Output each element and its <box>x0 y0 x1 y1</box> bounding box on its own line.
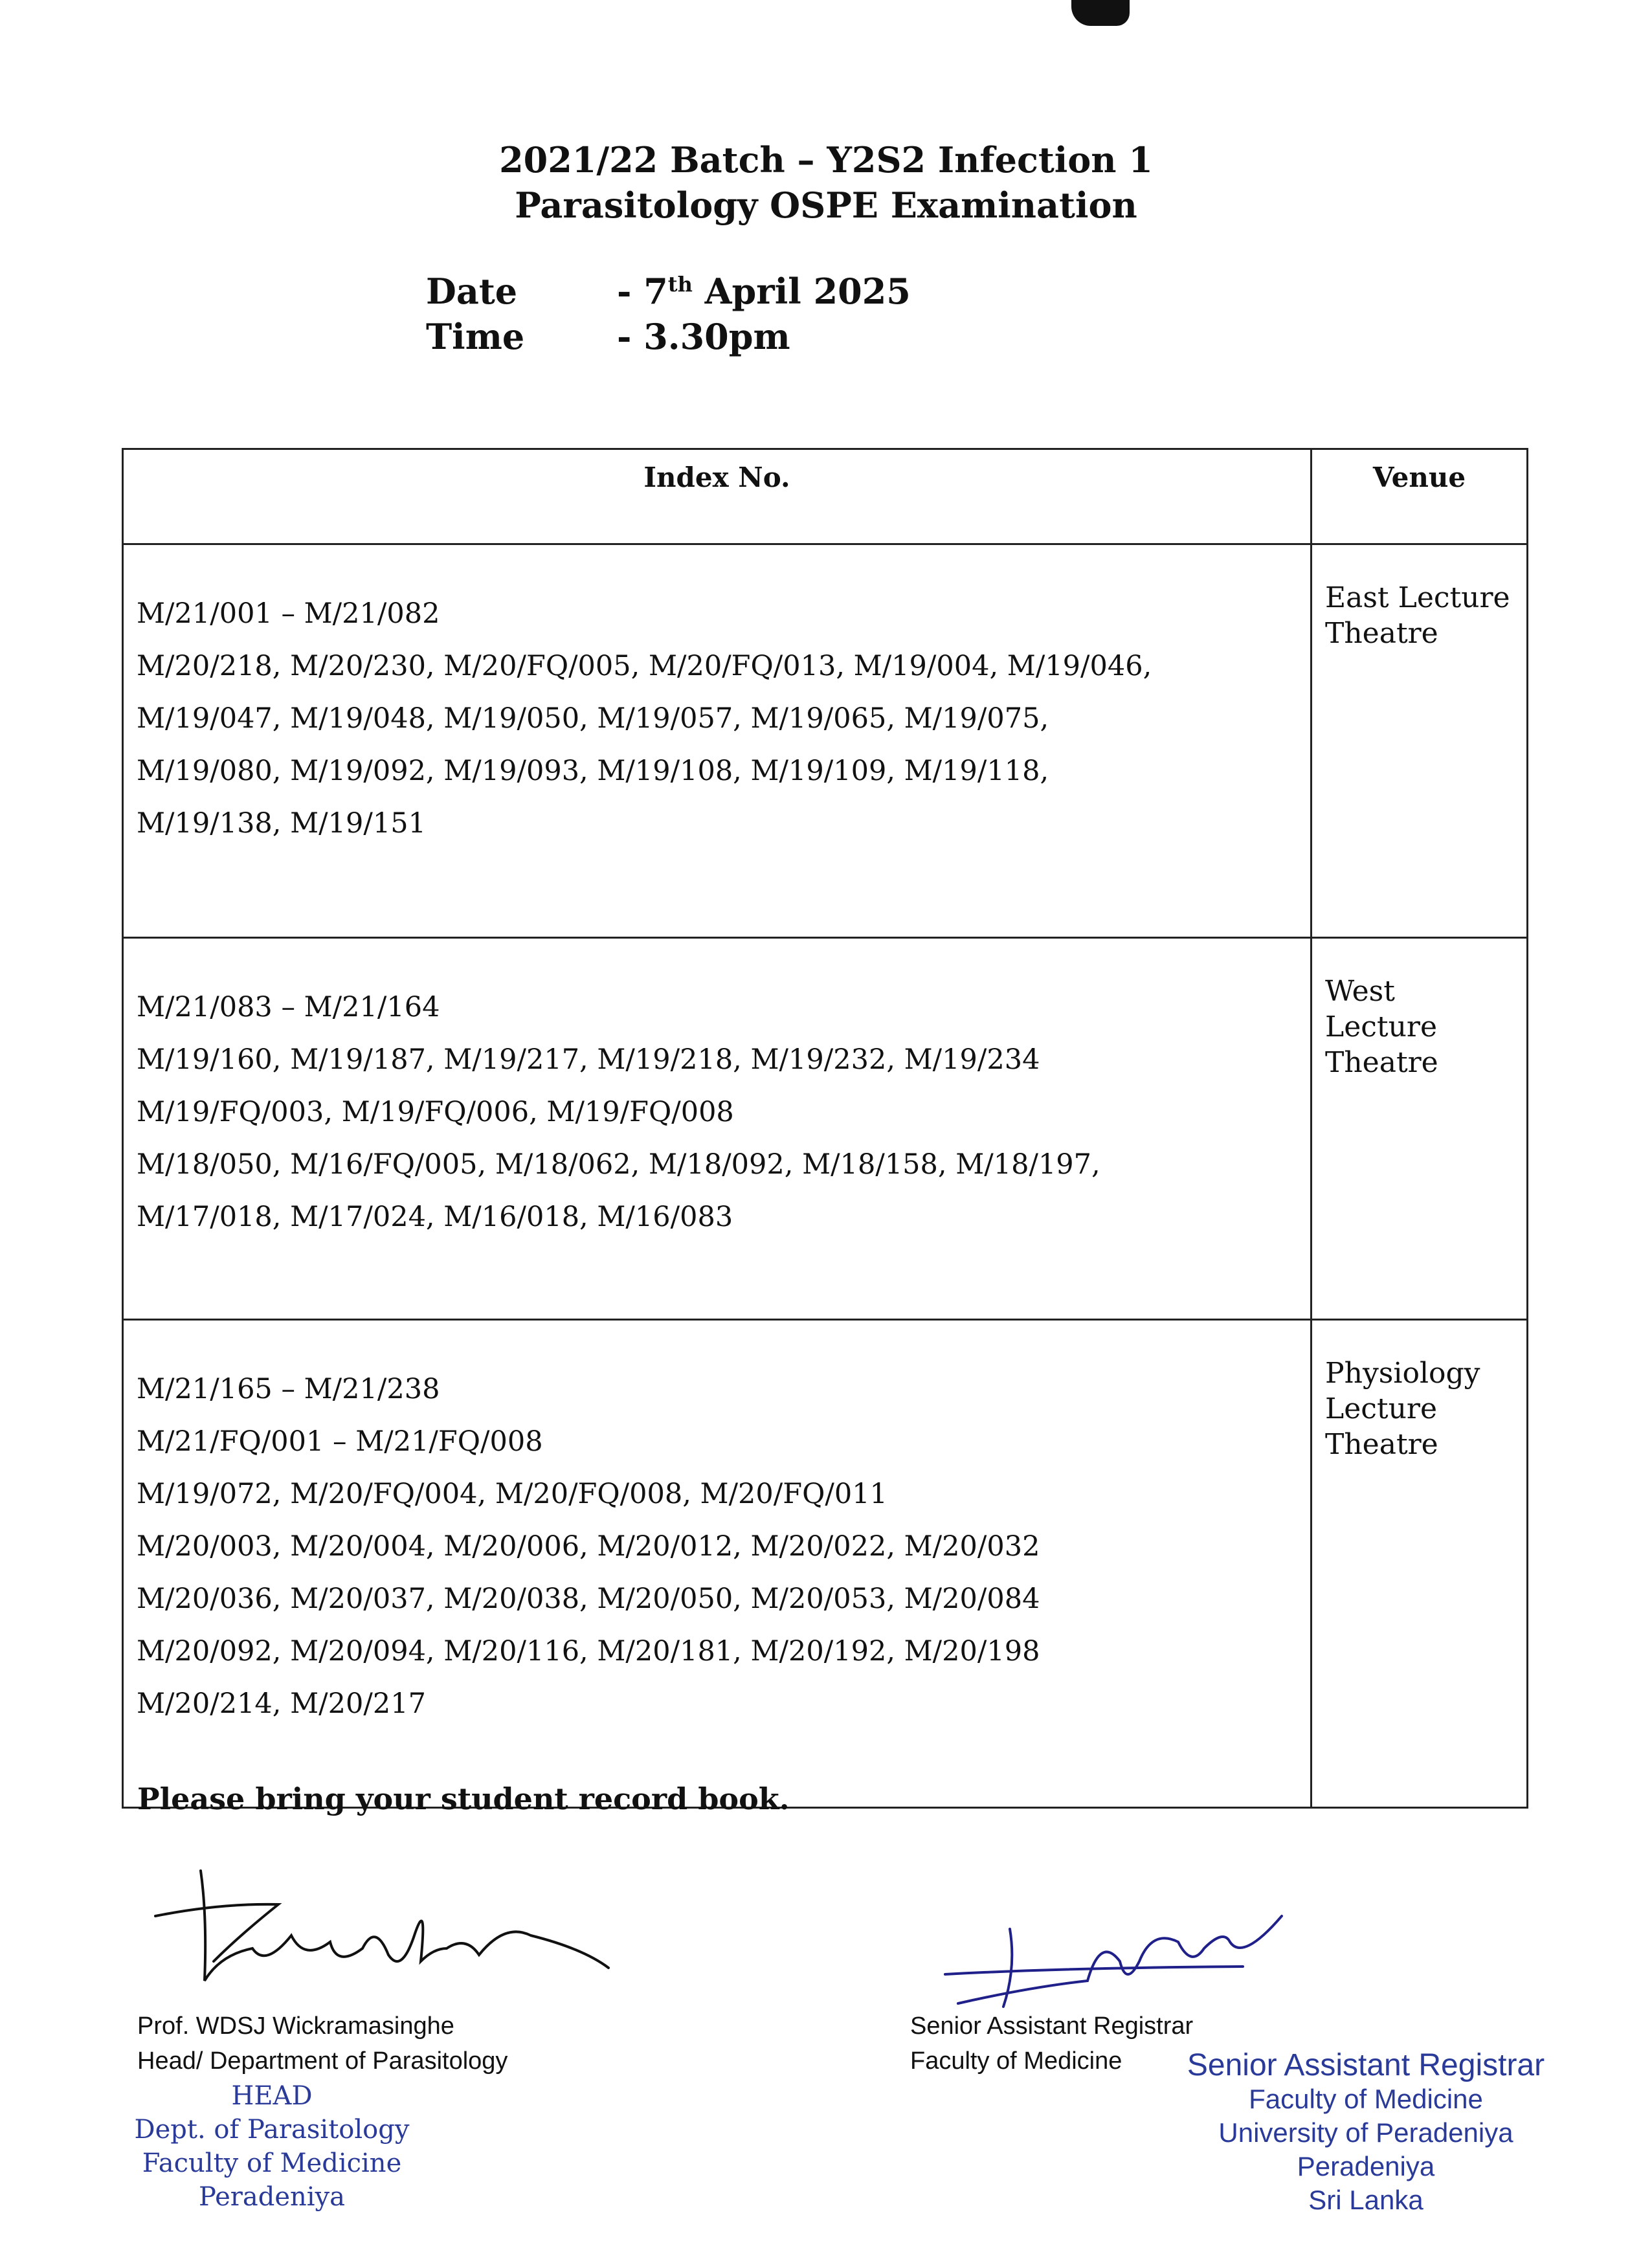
index-numbers-cell <box>123 544 1312 938</box>
venue-line: Lecture <box>1325 1392 1437 1425</box>
venue-cell <box>1312 1320 1528 1808</box>
index-line: M/17/018, M/17/024, M/16/018, M/16/083 <box>137 1201 733 1233</box>
venue-line: Theatre <box>1325 1428 1438 1461</box>
index-line: M/20/003, M/20/004, M/20/006, M/20/012, M/20/022, M/20/032 <box>137 1530 1040 1563</box>
department-stamp <box>123 2079 421 2214</box>
index-line: M/20/036, M/20/037, M/20/038, M/20/050, M/20/053, M/20/084 <box>137 1583 1040 1615</box>
record-book-note: Please bring your student record book. <box>137 1781 790 1816</box>
stamp-line: Senior Assistant Registrar <box>1187 2048 1545 2082</box>
index-line: M/21/083 – M/21/164 <box>137 991 440 1023</box>
signatory-right-name: Senior Assistant Registrar <box>910 2012 1194 2040</box>
venue-line: East Lecture <box>1325 581 1510 614</box>
index-line: M/20/218, M/20/230, M/20/FQ/005, M/20/FQ/013, M/19/004, M/19/046, <box>137 650 1152 682</box>
venue-cell <box>1312 938 1528 1320</box>
index-line: M/18/050, M/16/FQ/005, M/18/062, M/18/092, M/18/158, M/18/197, <box>137 1148 1100 1181</box>
table-header-row <box>123 449 1528 544</box>
handwritten-signature-left <box>142 1858 634 2007</box>
time-label: Time <box>426 316 525 357</box>
venue-line: Lecture <box>1325 1010 1437 1043</box>
exam-subtitle: Parasitology OSPE Examination <box>515 184 1137 226</box>
index-line: M/19/047, M/19/048, M/19/050, M/19/057, M/19/065, M/19/075, <box>137 702 1049 735</box>
venue-column-header: Venue <box>1312 449 1528 544</box>
stamp-line: Faculty of Medicine <box>1249 2084 1483 2114</box>
index-line: M/21/165 – M/21/238 <box>137 1373 440 1405</box>
venue-line: Theatre <box>1325 617 1438 650</box>
index-line: M/19/072, M/20/FQ/004, M/20/FQ/008, M/20/FQ/011 <box>137 1478 887 1510</box>
date-value: - 7th April 2025 <box>617 271 911 312</box>
stamp-line: Sri Lanka <box>1308 2185 1423 2215</box>
venue-cell <box>1312 544 1528 938</box>
date-label: Date <box>426 271 518 312</box>
venue-schedule-table <box>122 448 1528 1809</box>
signatory-right-title: Faculty of Medicine <box>910 2047 1122 2075</box>
index-line: M/21/FQ/001 – M/21/FQ/008 <box>137 1425 543 1458</box>
venue-line: Theatre <box>1325 1046 1438 1079</box>
signatory-left-title: Head/ Department of Parasitology <box>137 2047 508 2075</box>
index-line: M/21/001 – M/21/082 <box>137 597 440 630</box>
index-line: M/19/160, M/19/187, M/19/217, M/19/218, M/19/232, M/19/234 <box>137 1043 1040 1076</box>
index-numbers-cell <box>123 1320 1312 1808</box>
registrar-stamp <box>1172 2049 1560 2217</box>
stamp-line: Peradeniya <box>198 2182 346 2212</box>
index-line: M/20/214, M/20/217 <box>137 1688 426 1720</box>
table-row <box>123 544 1528 938</box>
stamp-line: Dept. of Parasitology <box>134 2115 410 2145</box>
signatory-left <box>137 2009 508 2079</box>
table-row <box>123 1320 1528 1808</box>
scan-mark-top <box>1071 0 1130 26</box>
index-line: M/20/092, M/20/094, M/20/116, M/20/181, M/20/192, M/20/198 <box>137 1635 1040 1667</box>
exam-title: 2021/22 Batch – Y2S2 Infection 1 <box>499 139 1153 181</box>
index-line: M/19/FQ/003, M/19/FQ/006, M/19/FQ/008 <box>137 1096 734 1128</box>
index-line: M/19/138, M/19/151 <box>137 807 426 840</box>
time-value: - 3.30pm <box>617 316 790 357</box>
table-row <box>123 938 1528 1320</box>
stamp-line: Peradeniya <box>1297 2151 1435 2181</box>
venue-line: West <box>1325 975 1395 1008</box>
handwritten-signature-right <box>932 1890 1308 2020</box>
index-line: M/19/080, M/19/092, M/19/093, M/19/108, M/19/109, M/19/118, <box>137 755 1049 787</box>
index-column-header: Index No. <box>123 449 1312 544</box>
index-numbers-cell <box>123 938 1312 1320</box>
stamp-line: University of Peradeniya <box>1218 2117 1513 2148</box>
stamp-line: Faculty of Medicine <box>142 2148 402 2178</box>
stamp-line: HEAD <box>231 2081 313 2111</box>
venue-line: Physiology <box>1325 1357 1480 1390</box>
signatory-right <box>910 2009 1193 2079</box>
signatory-left-name: Prof. WDSJ Wickramasinghe <box>137 2012 454 2040</box>
